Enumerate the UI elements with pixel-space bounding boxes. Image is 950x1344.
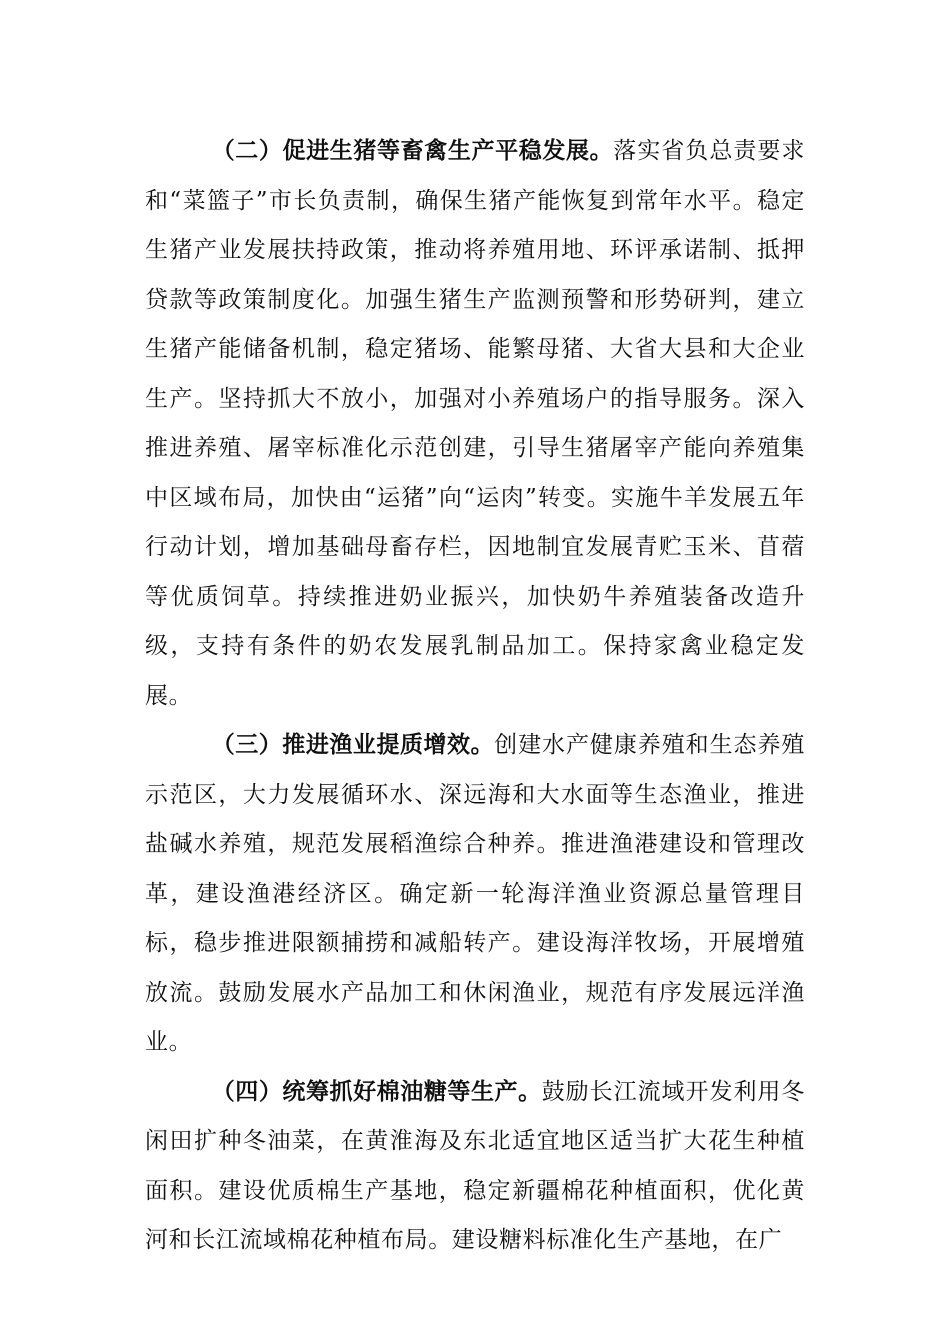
paragraph-heading: （二）促进生猪等畜禽生产平稳发展。 [211,138,614,164]
paragraph-cotton-oil-sugar [145,1068,805,1266]
paragraph-heading: （四）统筹抓好棉油糖等生产。 [211,1078,542,1105]
paragraph-fishery [145,721,805,1068]
paragraph-text: 创建水产健康养殖和生态养殖示范区，大力发展循环水、深远海和大水面等生态渔业，推进盐碱水养殖，规范发展稻渔综合种养。推进渔港建设和管理改革，建设渔港经济区。确定新一轮海洋渔业资源总量管理目标，稳步推进限额捕捞和减船转产。建设海洋牧场，开展增殖放流。鼓励发展水产品加工和休闲渔业，规范有序发展远洋渔业。 [145,732,805,1055]
paragraph-heading: （三）推进渔业提质增效。 [211,732,495,758]
paragraph-text: 鼓励长江流域开发利用冬闲田扩种冬油菜，在黄淮海及东北适宜地区适当扩大花生种植面积。建设优质棉生产基地，稳定新疆棉花种植面积，优化黄河和长江流域棉花种植布局。建设糖料标准化生产基地，在广 [145,1078,805,1253]
paragraph-livestock [145,127,805,721]
paragraph-text: 落实省负总责要求和“菜篮子”市长负责制，确保生猪产能恢复到常年水平。稳定生猪产业发展扶持政策，推动将养殖用地、环评承诺制、抵押贷款等政策制度化。加强生猪生产监测预警和形势研判，建立生猪产能储备机制，稳定猪场、能繁母猪、大省大县和大企业生产。坚持抓大不放小，加强对小养殖场户的指导服务。深入推进养殖、屠宰标准化示范创建，引导生猪屠宰产能向养殖集中区域布局，加快由“运猪”向“运肉”转变。实施牛羊发展五年行动计划，增加基础母畜存栏，因地制宜发展青贮玉米、苜蓿等优质饲草。持续推进奶业振兴，加快奶牛养殖装备改造升级，支持有条件的奶农发展乳制品加工。保持家禽业稳定发展。 [145,138,805,709]
document-body [145,127,805,1266]
